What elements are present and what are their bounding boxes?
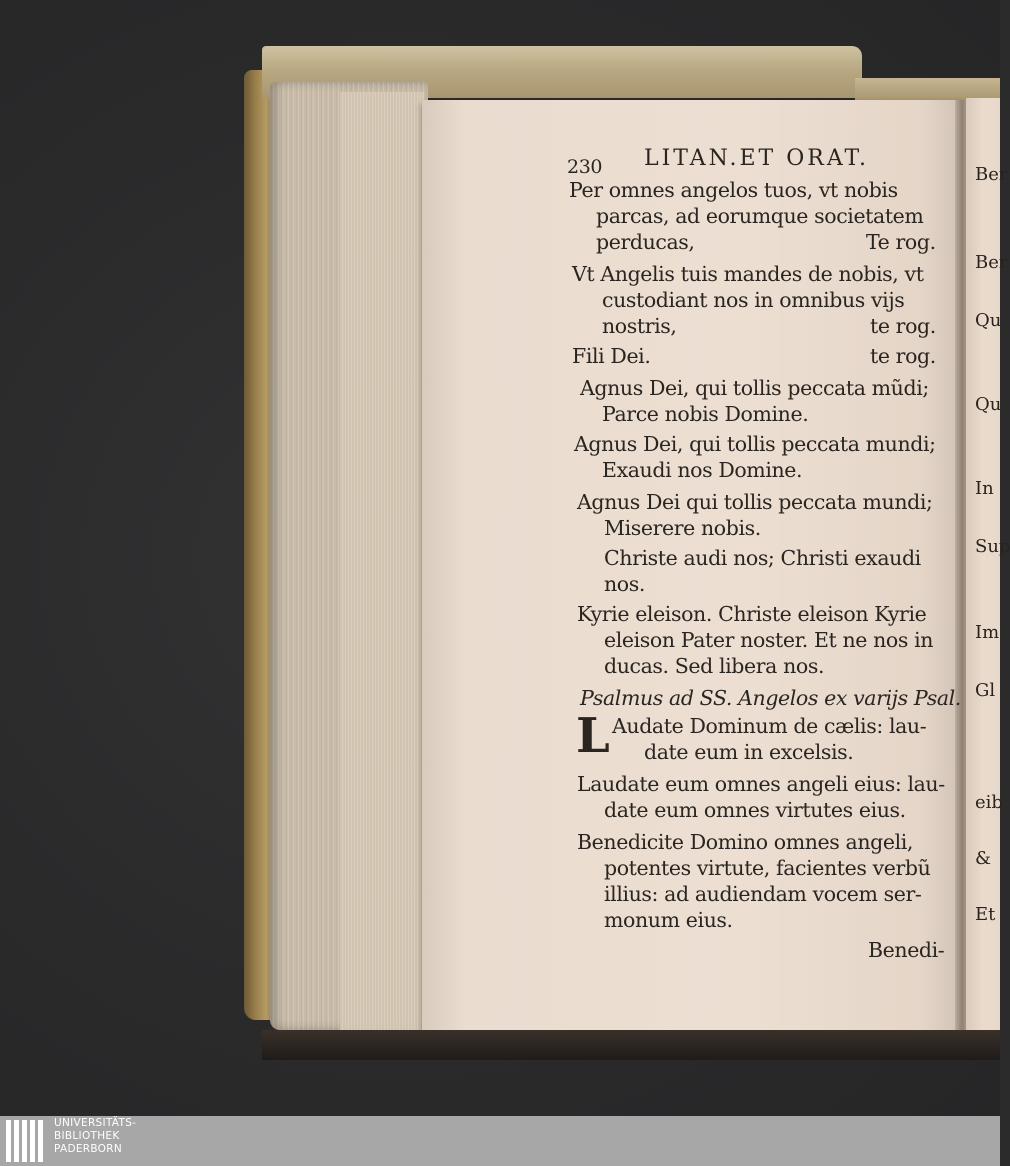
text-line: nostris,: [602, 314, 677, 338]
next-page-fragment: Sup: [975, 536, 1010, 557]
library-logo-icon: [6, 1120, 46, 1162]
right-page-fragment: [966, 98, 1010, 1043]
drop-cap: L: [576, 708, 610, 764]
next-page-fragment: eib: [975, 792, 1003, 813]
text-line: nos.: [604, 572, 645, 596]
page-number: 230: [567, 156, 603, 178]
text-line: Benedicite Domino omnes angeli,: [577, 830, 914, 854]
footer-bar: [0, 1116, 1000, 1166]
library-name: [54, 1117, 136, 1156]
text-line: Kyrie eleison. Christe eleison Kyrie: [577, 602, 927, 626]
text-line: potentes virtute, facientes verbũ: [604, 856, 931, 880]
text-line: Audate Dominum de cælis: lau-: [612, 714, 927, 738]
text-line: illius: ad audiendam vocem ser-: [604, 882, 922, 906]
text-line: Christe audi nos; Christi exaudi: [604, 546, 921, 570]
text-line: parcas, ad eorumque societatem: [596, 204, 924, 228]
next-page-fragment: Gl: [975, 680, 996, 701]
library-name-line: PADERBORN: [54, 1143, 122, 1155]
next-page-fragment: Im: [975, 622, 1000, 643]
text-line: Te rog.: [866, 230, 936, 254]
book-cover-top-right: [855, 78, 1000, 100]
text-line: perducas,: [596, 230, 695, 254]
text-line: Vt Angelis tuis mandes de nobis, vt: [572, 262, 924, 286]
text-line: Per omnes angelos tuos, vt nobis: [569, 178, 898, 202]
psalm-heading: Psalmus ad SS. Angelos ex varijs Psal.: [580, 686, 961, 710]
text-line: Agnus Dei qui tollis peccata mundi;: [577, 490, 933, 514]
next-page-fragment: Qu: [975, 394, 1002, 415]
page-text: [422, 100, 967, 1048]
text-line: monum eius.: [604, 908, 733, 932]
text-line: te rog.: [870, 314, 936, 338]
text-line: Miserere nobis.: [604, 516, 761, 540]
text-line: Laudate eum omnes angeli eius: lau-: [577, 772, 945, 796]
text-line: custodiant nos in omnibus vijs: [602, 288, 905, 312]
next-page-fragment: Ber: [975, 164, 1008, 185]
running-head: LITAN.ET ORAT.: [644, 146, 869, 171]
next-page-fragment: &: [975, 848, 992, 869]
next-page-fragment: Qu: [975, 310, 1002, 331]
text-line: te rog.: [870, 344, 936, 368]
text-line: ducas. Sed libera nos.: [604, 654, 825, 678]
page-block-edge: [340, 92, 424, 1032]
next-page-fragment: In: [975, 478, 994, 499]
next-page-fragment: Ber: [975, 252, 1008, 273]
text-line: eleison Pater noster. Et ne nos in: [604, 628, 934, 652]
text-line: Parce nobis Domine.: [602, 402, 809, 426]
text-line: Agnus Dei, qui tollis peccata mũdi;: [580, 376, 929, 400]
text-line: Agnus Dei, qui tollis peccata mundi;: [574, 432, 936, 456]
next-page-fragment: Et: [975, 904, 996, 925]
library-name-line: BIBLIOTHEK: [54, 1130, 120, 1142]
library-name-line: UNIVERSITÄTS-: [54, 1117, 137, 1129]
text-line: Exaudi nos Domine.: [602, 458, 803, 482]
catchword: Benedi-: [868, 938, 945, 962]
text-line: date eum in excelsis.: [644, 740, 854, 764]
text-line: date eum omnes virtutes eius.: [604, 798, 906, 822]
text-line: Fili Dei.: [572, 344, 651, 368]
